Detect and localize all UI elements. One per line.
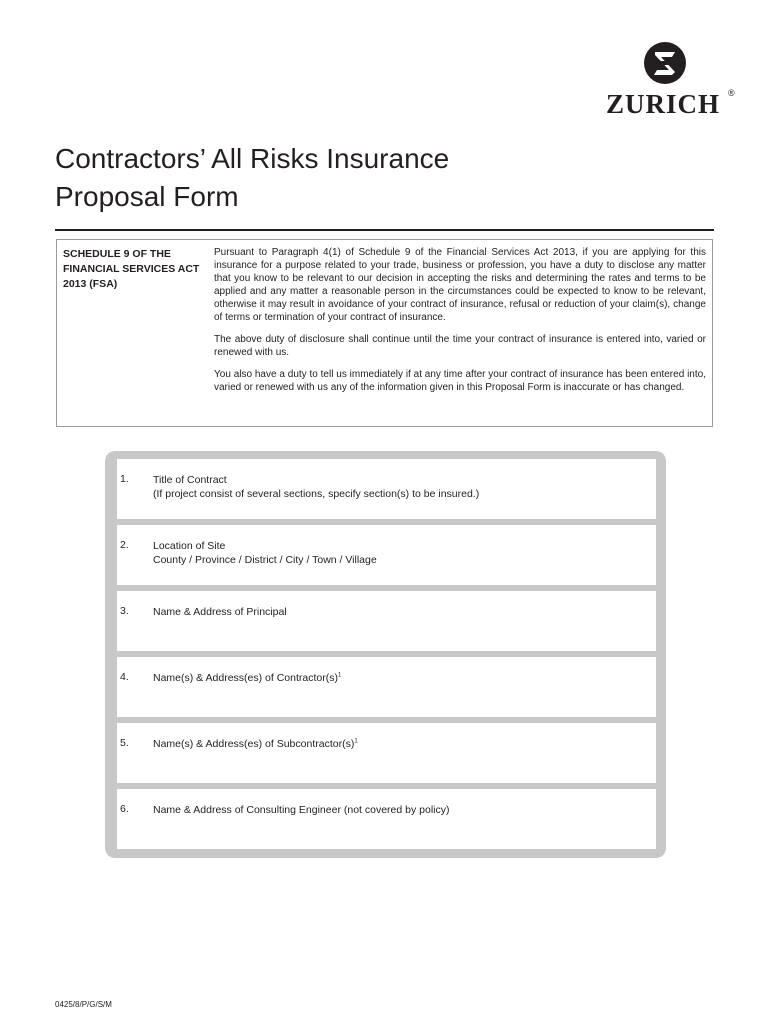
page-title: [55, 140, 449, 216]
field-label: [153, 539, 377, 567]
field-number: 2.: [120, 539, 129, 551]
field-subcontractors[interactable]: [117, 723, 656, 783]
footnote-marker: 1: [354, 738, 358, 745]
proposal-form-fields: [105, 451, 666, 858]
title-divider: [55, 229, 714, 231]
form-reference-code: 0425/8/P/G/S/M: [55, 1000, 112, 1009]
disclosure-body: [214, 246, 706, 403]
field-label-text: [153, 671, 341, 685]
disclosure-paragraph: Pursuant to Paragraph 4(1) of Schedule 9 of the Financial Services Act 2013, if you are applying for this insurance for a purpose related to your trade, business or profession, you have a duty to disclose any matter that you know to be relevant to our decision in accepting the risks and determining the rates and terms to be applied and any matter a reasonable person in the circumstances could be expected to know to be relevant, otherwise it may result in avoidance of your contract of insurance, refusal or reduction of your claim(s), change of terms or termination of your contract of insurance.: [214, 247, 706, 323]
field-label: [153, 803, 450, 817]
disclosure-paragraph: You also have a duty to tell us immediately if at any time after your contract of insurance has been entered into, varied or renewed with us any of the information given in this Proposal Form is inaccurate or has changed.: [214, 369, 706, 393]
field-contractors[interactable]: [117, 657, 656, 717]
duty-of-disclosure-box: [56, 239, 713, 427]
field-sublabel: (If project consist of several sections, specify section(s) to be insured.): [153, 488, 480, 500]
title-of-contract-input[interactable]: [153, 501, 646, 515]
field-number: 3.: [120, 605, 129, 617]
location-of-site-input[interactable]: [153, 567, 646, 581]
field-number: 4.: [120, 671, 129, 683]
field-sublabel: County / Province / District / City / Town / Village: [153, 554, 377, 566]
zurich-logo: [598, 40, 740, 122]
field-label: [153, 605, 287, 619]
z-icon: [644, 42, 686, 84]
subcontractors-input[interactable]: [153, 765, 646, 779]
field-label: [153, 671, 341, 685]
principal-input[interactable]: [153, 633, 646, 647]
footnote-marker: 1: [337, 672, 342, 679]
disclosure-paragraph: The above duty of disclosure shall continue until the time your contract of insurance is entered into, varied or renewed with us.: [214, 334, 706, 358]
field-label: [153, 737, 358, 751]
field-location-of-site[interactable]: [117, 525, 656, 585]
field-label: [153, 473, 479, 501]
title-line-1: Contractors’ All Risks Insurance: [55, 143, 450, 174]
field-label-text: [153, 737, 358, 751]
zurich-logo-emblem: [644, 42, 686, 84]
field-number: 6.: [120, 803, 129, 815]
contractors-input[interactable]: [153, 699, 646, 713]
field-label-text: Name & Address of Principal: [153, 606, 287, 618]
field-consulting-engineer[interactable]: [117, 789, 656, 849]
zurich-wordmark: ZURICH: [606, 89, 721, 119]
field-title-of-contract[interactable]: [117, 459, 656, 519]
field-number: 1.: [120, 473, 129, 485]
disclosure-heading: SCHEDULE 9 OF THE FINANCIAL SERVICES ACT 2013 (FSA): [63, 248, 200, 290]
registered-mark: ®: [728, 88, 735, 98]
field-label-text: Location of Site: [153, 540, 226, 552]
field-principal[interactable]: [117, 591, 656, 651]
field-label-main: Name(s) & Address(es) of Contractor(s): [153, 672, 338, 684]
field-label-main: Name(s) & Address(es) of Subcontractor(s): [153, 738, 355, 750]
title-line-2: Proposal Form: [55, 181, 239, 212]
field-label-text: Name & Address of Consulting Engineer (not covered by policy): [153, 804, 450, 816]
consulting-engineer-input[interactable]: [153, 831, 646, 845]
field-label-text: Title of Contract: [153, 474, 227, 486]
field-number: 5.: [120, 737, 129, 749]
